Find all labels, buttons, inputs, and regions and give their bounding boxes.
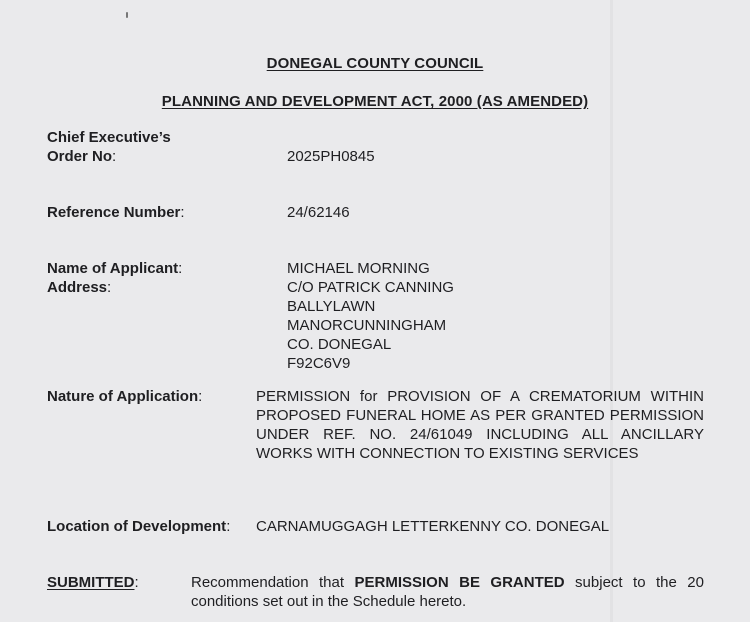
nature-label — [47, 387, 202, 406]
applicant-colon: : — [178, 260, 183, 277]
location-label — [47, 517, 230, 536]
submitted-label-text: SUBMITTED — [47, 574, 135, 591]
address-line: C/O PATRICK CANNING — [287, 279, 454, 296]
address-line: F92C6V9 — [287, 355, 351, 372]
recommendation-decision: PERMISSION BE GRANTED — [354, 574, 565, 591]
council-heading: DONEGAL COUNTY COUNCIL — [266, 55, 484, 72]
reference-colon: : — [180, 204, 185, 221]
applicant-label — [47, 259, 182, 297]
location-value: CARNAMUGGAGH LETTERKENNY CO. DONEGAL — [256, 518, 610, 535]
address-line: CO. DONEGAL — [287, 336, 392, 353]
address-line: MICHAEL MORNING — [287, 260, 430, 277]
act-heading: PLANNING AND DEVELOPMENT ACT, 2000 (AS AMENDED) — [161, 93, 589, 110]
scan-speck — [126, 12, 128, 18]
order-colon: : — [112, 148, 117, 165]
reference-number: 24/62146 — [287, 204, 350, 221]
location-label-text: Location of Development — [47, 518, 227, 535]
reference-label-text: Reference Number — [47, 204, 181, 221]
recommendation-tail: subject to the 20 conditions set out in the Schedule hereto. — [191, 574, 704, 610]
submitted-recommendation — [191, 573, 704, 611]
applicant-label-text: Name of Applicant — [47, 260, 179, 277]
order-number: 2025PH0845 — [287, 148, 375, 165]
order-label-line-2: Order No — [47, 148, 113, 165]
address-label-text: Address — [47, 279, 108, 296]
submitted-label — [47, 573, 139, 592]
address-colon: : — [107, 279, 112, 296]
order-label — [47, 128, 171, 166]
nature-label-text: Nature of Application — [47, 388, 199, 405]
applicant-address-block — [287, 259, 454, 373]
recommendation-lead: Recommendation that — [191, 574, 355, 591]
order-label-line-1: Chief Executive’s — [47, 129, 171, 146]
address-line: BALLYLAWN — [287, 298, 376, 315]
nature-description: PERMISSION for PROVISION OF A CREMATORIUM WITHIN PROPOSED FUNERAL HOME AS PER GRANTED PERMISSION UNDER REF. NO. 24/61049 INCLUDING ALL ANCILLARY WORKS WITH CONNECTION TO EXISTING SERVICES — [256, 388, 704, 462]
reference-label — [47, 203, 185, 222]
location-colon: : — [226, 518, 231, 535]
address-line: MANORCUNNINGHAM — [287, 317, 447, 334]
nature-colon: : — [198, 388, 203, 405]
submitted-colon: : — [134, 574, 139, 591]
